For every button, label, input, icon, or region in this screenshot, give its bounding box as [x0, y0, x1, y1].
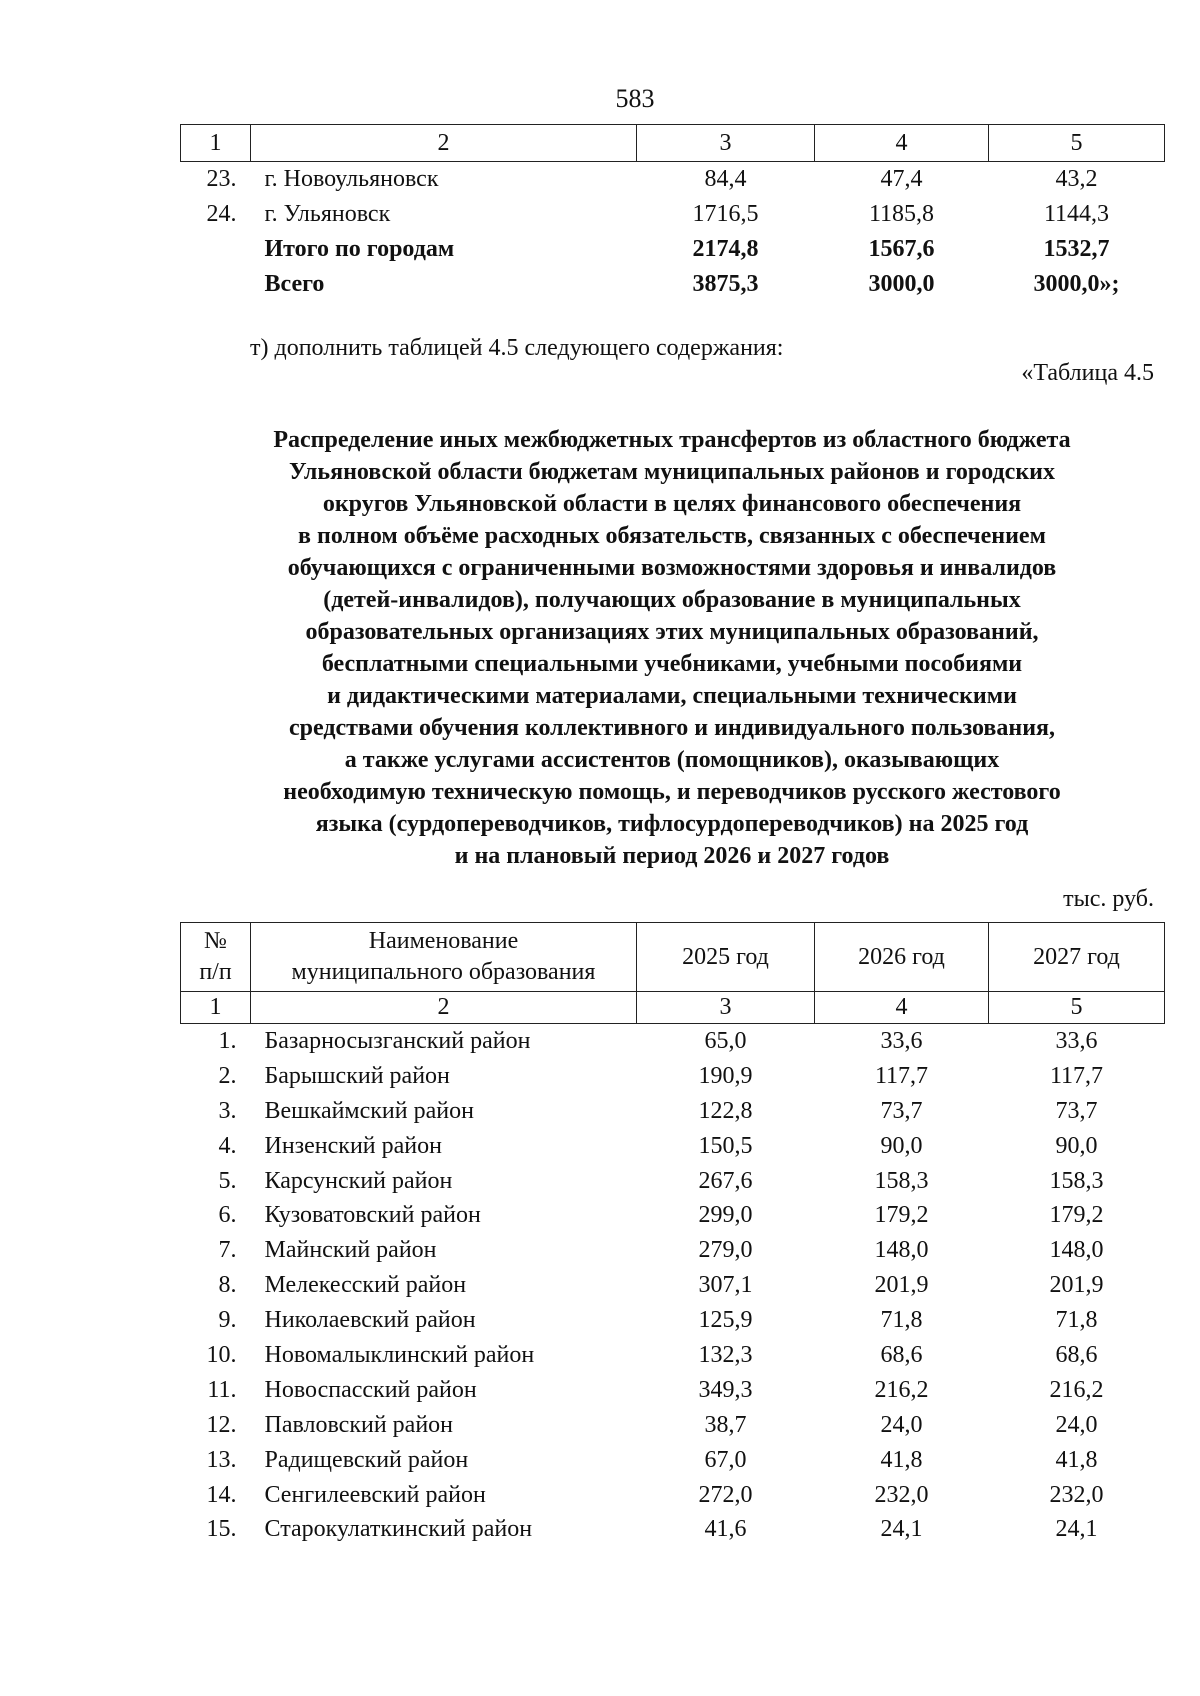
table-row — [181, 1373, 1165, 1408]
value-2026: 24,0 — [880, 1411, 923, 1438]
value-2025: 279,0 — [698, 1237, 753, 1264]
value-2027: 24,0 — [1055, 1411, 1098, 1438]
value-2027: 216,2 — [1049, 1376, 1104, 1403]
header-name-line1: Наименование — [368, 928, 519, 954]
heading-line: бесплатными специальными учебниками, учебными пособиями — [321, 651, 1023, 677]
table-row — [181, 1129, 1165, 1164]
amendment-line: т) дополнить таблицей 4.5 следующего содержания: — [250, 335, 784, 361]
value-2025: 65,0 — [704, 1027, 747, 1054]
value-2026: 117,7 — [874, 1062, 929, 1089]
value-2026: 1185,8 — [868, 201, 935, 227]
row-name: Мелекесский район — [264, 1272, 467, 1299]
value-2026: 68,6 — [880, 1341, 923, 1368]
table-row — [181, 197, 1165, 232]
number-cell: 2 — [251, 992, 637, 1024]
value-2025: 349,3 — [698, 1376, 753, 1403]
value-2027: 117,7 — [1049, 1062, 1104, 1089]
value-2027: 24,1 — [1055, 1516, 1098, 1543]
heading-line: Распределение иных межбюджетных трансфертов из областного бюджета — [273, 427, 1071, 453]
table-row — [181, 1198, 1165, 1233]
value-2027: 232,0 — [1049, 1481, 1104, 1508]
value-2026: 73,7 — [880, 1097, 923, 1124]
table-row — [181, 1338, 1165, 1373]
value-2027: 73,7 — [1055, 1097, 1098, 1124]
value-2025: 84,4 — [704, 166, 747, 192]
header-cell: 3 — [637, 125, 815, 162]
table-row — [181, 1059, 1165, 1094]
value-2025: 190,9 — [698, 1062, 753, 1089]
heading-line: Ульяновской области бюджетам муниципальных районов и городских — [289, 459, 1055, 485]
value-2026: 3000,0 — [868, 271, 935, 297]
value-2025: 122,8 — [698, 1097, 753, 1124]
row-name: Новомалыклинский район — [264, 1341, 535, 1368]
heading-line: округов Ульяновской области в целях финансового обеспечения — [322, 491, 1022, 517]
value-2026: 158,3 — [874, 1167, 929, 1194]
table-row — [181, 1233, 1165, 1268]
header-name-line2: муниципального образования — [291, 959, 596, 985]
row-index: 3. — [218, 1097, 237, 1124]
row-index: 14. — [206, 1481, 237, 1508]
value-2026: 41,8 — [880, 1446, 923, 1473]
row-name: Барышский район — [264, 1062, 450, 1089]
value-2027: 201,9 — [1049, 1272, 1104, 1299]
header-cell: 1 — [181, 125, 251, 162]
header-cell-2025: 2025 год — [637, 923, 815, 992]
row-name: Карсунский район — [264, 1167, 453, 1194]
table-row — [181, 1478, 1165, 1513]
row-index — [181, 267, 251, 302]
row-index — [181, 232, 251, 267]
value-2027: 90,0 — [1055, 1132, 1098, 1159]
heading-line: образовательных организациях этих муниципальных образований, — [305, 619, 1039, 645]
table-row — [181, 1164, 1165, 1199]
value-2025: 299,0 — [698, 1202, 753, 1229]
value-2026: 24,1 — [880, 1516, 923, 1543]
value-2027: 71,8 — [1055, 1307, 1098, 1334]
header-cell-number — [181, 923, 251, 992]
heading-line: необходимую техническую помощь, и переводчиков русского жестового — [283, 779, 1061, 805]
row-name: Павловский район — [264, 1411, 454, 1438]
row-name: Итого по городам — [264, 236, 455, 262]
main-number-row — [181, 992, 1165, 1024]
header-cell: 4 — [815, 125, 989, 162]
value-2027: 43,2 — [1055, 166, 1098, 192]
heading-line: а также услугами ассистентов (помощников), оказывающих — [344, 747, 1000, 773]
table-row — [181, 267, 1165, 302]
value-2027: 1144,3 — [1043, 201, 1110, 227]
row-name: Радищевский район — [264, 1446, 469, 1473]
row-index: 4. — [218, 1132, 237, 1159]
value-2026: 71,8 — [880, 1307, 923, 1334]
value-2025: 267,6 — [698, 1167, 753, 1194]
value-2026: 90,0 — [880, 1132, 923, 1159]
value-2025: 1716,5 — [692, 201, 759, 227]
row-name: Майнский район — [264, 1237, 437, 1264]
value-2025: 2174,8 — [692, 236, 759, 262]
value-2027: 3000,0»; — [1033, 271, 1120, 297]
value-2026: 232,0 — [874, 1481, 929, 1508]
value-2026: 179,2 — [874, 1202, 929, 1229]
table-row — [181, 1024, 1165, 1059]
row-name: Сенгилеевский район — [264, 1481, 486, 1508]
value-2025: 41,6 — [704, 1516, 747, 1543]
heading-line: в полном объёме расходных обязательств, связанных с обеспечением — [298, 523, 1046, 549]
number-cell: 5 — [989, 992, 1165, 1024]
table-row — [181, 1408, 1165, 1443]
heading-line: языка (сурдопереводчиков, тифлосурдопереводчиков) на 2025 год — [315, 811, 1029, 837]
value-2027: 33,6 — [1055, 1027, 1098, 1054]
main-table — [180, 922, 1165, 1547]
main-header-row — [181, 923, 1165, 992]
table-row — [181, 1303, 1165, 1338]
value-2026: 1567,6 — [868, 236, 935, 262]
table-label: «Таблица 4.5 — [1021, 360, 1154, 386]
row-index: 5. — [218, 1167, 237, 1194]
header-cell-2026: 2026 год — [815, 923, 989, 992]
row-index: 23. — [206, 166, 237, 192]
heading-line: (детей-инвалидов), получающих образование в муниципальных — [323, 587, 1021, 613]
row-index: 11. — [207, 1376, 237, 1403]
header-cell: 2 — [251, 125, 637, 162]
number-cell: 3 — [637, 992, 815, 1024]
row-index: 8. — [218, 1272, 237, 1299]
heading-line: и на плановый период 2026 и 2027 годов — [454, 843, 890, 869]
table-row — [181, 232, 1165, 267]
row-index: 7. — [218, 1237, 237, 1264]
row-index: 2. — [218, 1062, 237, 1089]
number-cell: 1 — [181, 992, 251, 1024]
value-2025: 132,3 — [698, 1341, 753, 1368]
table-row — [181, 1443, 1165, 1478]
value-2027: 1532,7 — [1043, 236, 1110, 262]
row-index: 6. — [218, 1202, 237, 1229]
row-index: 10. — [206, 1341, 237, 1368]
table-row — [181, 1094, 1165, 1129]
header-num-line2: п/п — [199, 959, 232, 985]
row-name: Николаевский район — [264, 1307, 476, 1334]
value-2027: 41,8 — [1055, 1446, 1098, 1473]
table-row — [181, 1268, 1165, 1303]
value-2027: 148,0 — [1049, 1237, 1104, 1264]
row-index: 1. — [218, 1027, 237, 1054]
row-index: 9. — [218, 1307, 237, 1334]
value-2025: 38,7 — [704, 1411, 747, 1438]
continuation-table — [180, 124, 1165, 302]
row-name: Вешкаймский район — [264, 1097, 474, 1124]
row-name: Инзенский район — [264, 1132, 442, 1159]
table-row — [181, 162, 1165, 198]
row-name: Кузоватовский район — [264, 1202, 481, 1229]
row-name: Базарносызганский район — [264, 1027, 531, 1054]
row-index: 15. — [206, 1516, 237, 1543]
header-cell-2027: 2027 год — [989, 923, 1165, 992]
header-num-line1: № — [204, 928, 227, 954]
value-2027: 179,2 — [1049, 1202, 1104, 1229]
heading-line: средствами обучения коллективного и индивидуального пользования, — [288, 715, 1056, 741]
value-2026: 216,2 — [874, 1376, 929, 1403]
main-body — [181, 1024, 1165, 1548]
value-2026: 47,4 — [880, 166, 923, 192]
row-name: г. Новоульяновск — [264, 166, 439, 192]
table-row — [181, 1512, 1165, 1547]
value-2026: 33,6 — [880, 1027, 923, 1054]
units-label: тыс. руб. — [1063, 886, 1154, 912]
row-index: 24. — [206, 201, 237, 227]
value-2026: 201,9 — [874, 1272, 929, 1299]
value-2025: 272,0 — [698, 1481, 753, 1508]
continuation-header-row — [181, 125, 1165, 162]
heading-line: и дидактическими материалами, специальными техническими — [327, 683, 1017, 709]
row-name: Новоспасский район — [264, 1376, 477, 1403]
value-2025: 3875,3 — [692, 271, 759, 297]
header-cell: 5 — [989, 125, 1165, 162]
value-2025: 307,1 — [698, 1272, 753, 1299]
table-heading — [180, 424, 1164, 872]
value-2026: 148,0 — [874, 1237, 929, 1264]
continuation-body — [181, 162, 1165, 303]
value-2027: 158,3 — [1049, 1167, 1104, 1194]
header-cell-name — [251, 923, 637, 992]
page-number: 583 — [615, 84, 655, 113]
value-2025: 125,9 — [698, 1307, 753, 1334]
row-index: 12. — [206, 1411, 237, 1438]
value-2027: 68,6 — [1055, 1341, 1098, 1368]
row-index: 13. — [206, 1446, 237, 1473]
row-name: Всего — [264, 271, 325, 297]
row-name: г. Ульяновск — [264, 201, 391, 227]
value-2025: 67,0 — [704, 1446, 747, 1473]
value-2025: 150,5 — [698, 1132, 753, 1159]
row-name: Старокулаткинский район — [264, 1516, 533, 1543]
heading-line: обучающихся с ограниченными возможностями здоровья и инвалидов — [287, 555, 1057, 581]
number-cell: 4 — [815, 992, 989, 1024]
